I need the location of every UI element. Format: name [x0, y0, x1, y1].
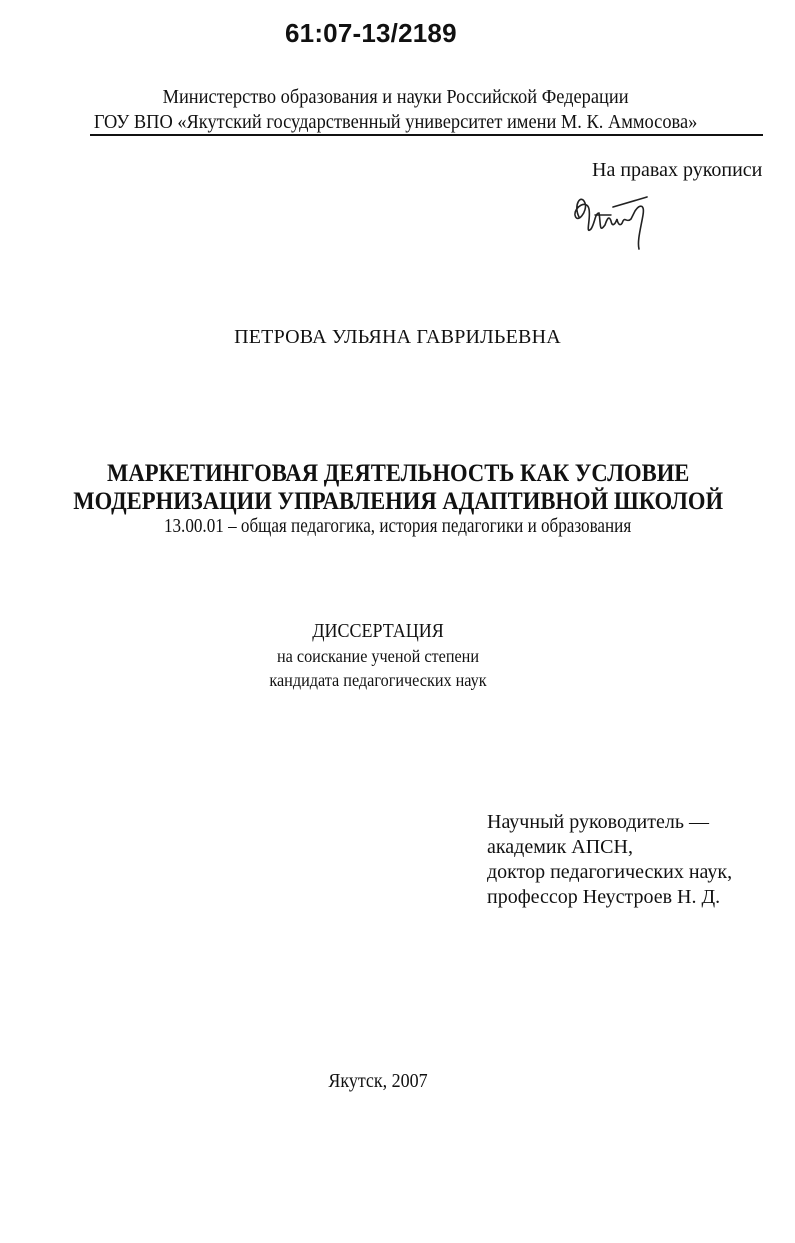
ministry-line: Министерство образования и науки Российской Федерации — [162, 86, 629, 108]
degree-line-1: на соискание ученой степени — [276, 646, 480, 666]
university-line: ГОУ ВПО «Якутский государственный университет имени М. К. Аммосова» — [93, 111, 698, 133]
archive-stamp-number: 61:07-13/2189 — [285, 18, 457, 48]
degree-line-2: кандидата педагогических наук — [269, 670, 487, 690]
supervisor-name: профессор Неустроев Н. Д. — [487, 886, 721, 908]
specialty-code: 13.00.01 – общая педагогика, история педагогики и образования — [163, 515, 632, 537]
supervisor-label: Научный руководитель — — [487, 811, 709, 833]
place-and-year: Якутск, 2007 — [328, 1070, 428, 1092]
author-name: ПЕТРОВА УЛЬЯНА ГАВРИЛЬЕВНА — [234, 326, 561, 348]
header-divider — [90, 134, 763, 136]
signature-icon — [565, 185, 665, 255]
manuscript-rights-label: На правах рукописи — [592, 159, 763, 181]
supervisor-degree: доктор педагогических наук, — [487, 861, 733, 883]
dissertation-title-line-1: МАРКЕТИНГОВАЯ ДЕЯТЕЛЬНОСТЬ КАК УСЛОВИЕ — [107, 460, 690, 487]
supervisor-title: академик АПСН, — [487, 836, 633, 858]
document-type: ДИССЕРТАЦИЯ — [312, 620, 444, 642]
dissertation-title-line-2: МОДЕРНИЗАЦИИ УПРАВЛЕНИЯ АДАПТИВНОЙ ШКОЛОЙ — [73, 488, 724, 515]
